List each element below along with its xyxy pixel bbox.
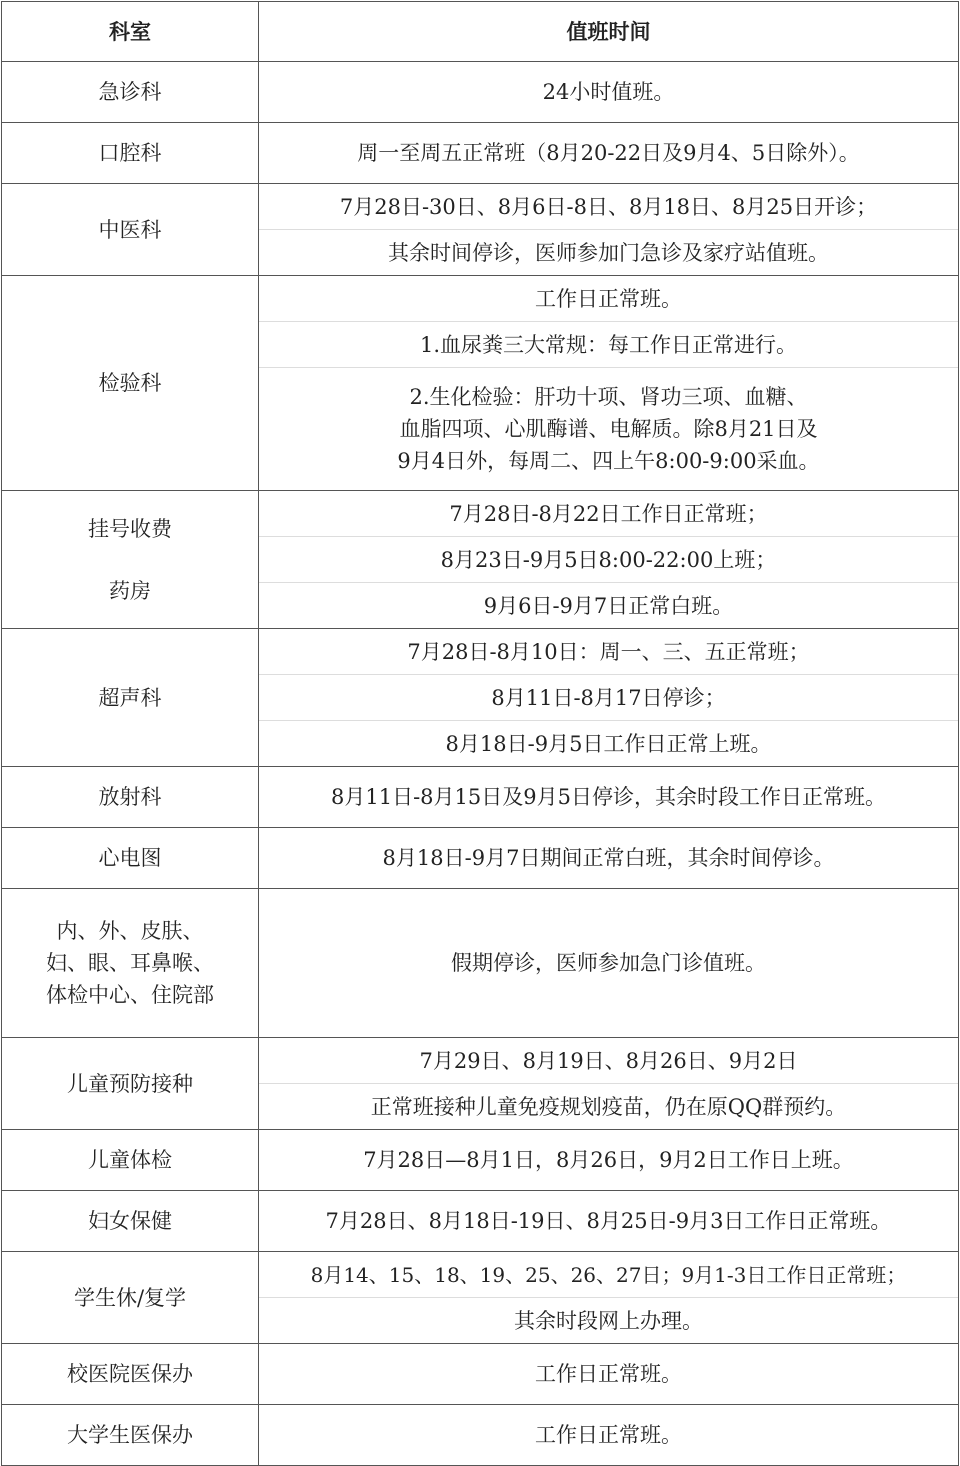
- schedule-cell: 正常班接种儿童免疫规划疫苗，仍在原QQ群预约。: [259, 1084, 959, 1130]
- dept-cell: [2, 491, 259, 629]
- header-row: [2, 2, 959, 62]
- dept-cell: 学生休/复学: [2, 1252, 259, 1344]
- dept-cell: [2, 889, 259, 1038]
- schedule-cell: 周一至周五正常班（8月20-22日及9月4、5日除外）。: [259, 123, 959, 184]
- table-row: [2, 276, 959, 322]
- schedule-cell: 8月11日-8月15日及9月5日停诊，其余时段工作日正常班。: [259, 767, 959, 828]
- schedule-cell: 8月18日-9月7日期间正常白班，其余时间停诊。: [259, 828, 959, 889]
- table-row: [2, 62, 959, 123]
- table-row: [2, 184, 959, 230]
- dept-cell: 妇女保健: [2, 1191, 259, 1252]
- dept-cell: 儿童体检: [2, 1130, 259, 1191]
- dept-label: 体检中心、住院部: [46, 983, 214, 1007]
- schedule-cell: 其余时间停诊，医师参加门急诊及家疗站值班。: [259, 230, 959, 276]
- table-row: [2, 767, 959, 828]
- duty-schedule-table: [1, 1, 959, 1466]
- dept-cell: 急诊科: [2, 62, 259, 123]
- schedule-cell: 8月11日-8月17日停诊；: [259, 675, 959, 721]
- table-row: [2, 1038, 959, 1084]
- dept-cell: 校医院医保办: [2, 1344, 259, 1405]
- header-time: 值班时间: [259, 2, 959, 62]
- table-row: [2, 1344, 959, 1405]
- dept-label: 内、外、皮肤、: [56, 919, 204, 943]
- table-row: [2, 629, 959, 675]
- schedule-cell: 7月28日-8月10日：周一、三、五正常班；: [259, 629, 959, 675]
- schedule-cell: 8月23日-9月5日8:00-22:00上班；: [259, 537, 959, 583]
- table-row: [2, 889, 959, 1038]
- schedule-cell: 8月18日-9月5日工作日正常上班。: [259, 721, 959, 767]
- table-row: [2, 123, 959, 184]
- schedule-cell: 8月14、15、18、19、25、26、27日；9月1-3日工作日正常班；: [259, 1252, 959, 1298]
- schedule-cell: 7月28日—8月1日，8月26日，9月2日工作日上班。: [259, 1130, 959, 1191]
- table-row: [2, 1252, 959, 1298]
- dept-label: 药房: [109, 578, 151, 603]
- schedule-cell: 其余时段网上办理。: [259, 1298, 959, 1344]
- schedule-cell: 7月28日、8月18日-19日、8月25日-9月3日工作日正常班。: [259, 1191, 959, 1252]
- schedule-cell: 7月28日-30日、8月6日-8日、8月18日、8月25日开诊；: [259, 184, 959, 230]
- schedule-cell: 工作日正常班。: [259, 276, 959, 322]
- schedule-cell: 7月28日-8月22日工作日正常班；: [259, 491, 959, 537]
- header-dept: 科室: [2, 2, 259, 62]
- dept-cell: 口腔科: [2, 123, 259, 184]
- dept-label: 妇、眼、耳鼻喉、: [46, 951, 214, 975]
- schedule-line: 2.生化检验：肝功十项、肾功三项、血糖、: [409, 385, 808, 409]
- schedule-cell: [259, 368, 959, 491]
- table-row: [2, 491, 959, 537]
- table-row: [2, 828, 959, 889]
- dept-cell: 儿童预防接种: [2, 1038, 259, 1130]
- table-row: [2, 1191, 959, 1252]
- schedule-line: 血脂四项、心肌酶谱、电解质。除8月21日及: [399, 417, 818, 441]
- dept-cell: 超声科: [2, 629, 259, 767]
- schedule-cell: 1.血尿粪三大常规：每工作日正常进行。: [259, 322, 959, 368]
- table-row: [2, 1130, 959, 1191]
- schedule-cell: 工作日正常班。: [259, 1344, 959, 1405]
- schedule-line: 9月4日外，每周二、四上午8:00-9:00采血。: [397, 449, 820, 473]
- dept-label: 挂号收费: [88, 516, 172, 541]
- dept-cell: 放射科: [2, 767, 259, 828]
- table-row: [2, 1405, 959, 1466]
- schedule-cell: 工作日正常班。: [259, 1405, 959, 1466]
- dept-cell: 中医科: [2, 184, 259, 276]
- schedule-cell: 24小时值班。: [259, 62, 959, 123]
- dept-cell: 大学生医保办: [2, 1405, 259, 1466]
- schedule-cell: 假期停诊，医师参加急门诊值班。: [259, 889, 959, 1038]
- schedule-cell: 9月6日-9月7日正常白班。: [259, 583, 959, 629]
- dept-cell: 心电图: [2, 828, 259, 889]
- dept-cell: 检验科: [2, 276, 259, 491]
- schedule-cell: 7月29日、8月19日、8月26日、9月2日: [259, 1038, 959, 1084]
